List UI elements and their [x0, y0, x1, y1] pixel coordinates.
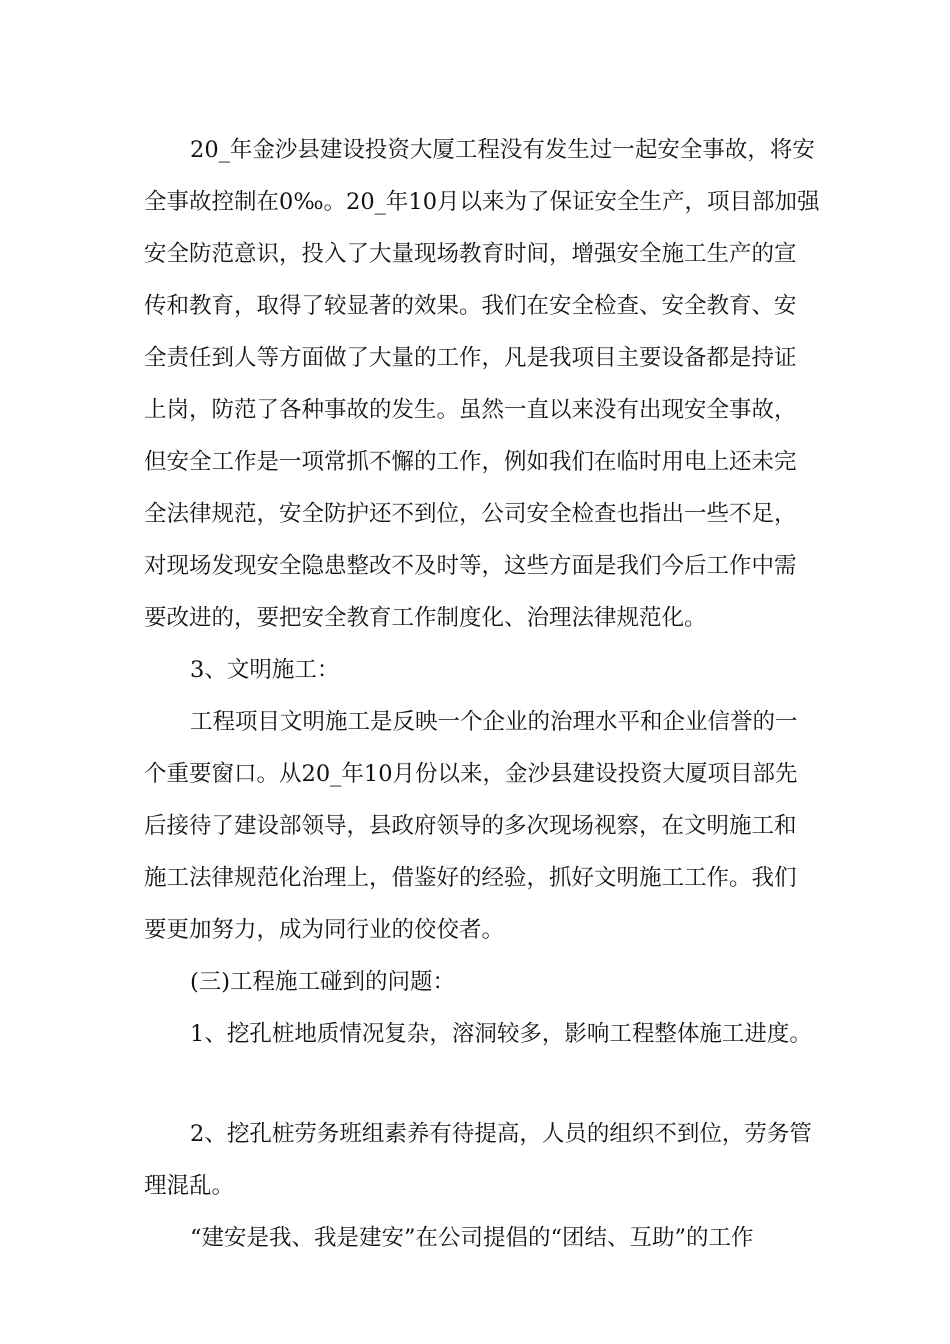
paragraph-line: 全法律规范，安全防护还不到位，公司安全检查也指出一些不足， — [144, 501, 797, 527]
paragraph-line: 安全防范意识，投入了大量现场教育时间，增强安全施工生产的宣 — [144, 241, 797, 267]
paragraph-line: 个重要窗口。从20_年10月份以来，金沙县建设投资大厦项目部先 — [144, 761, 798, 787]
paragraph-line: 全责任到人等方面做了大量的工作，凡是我项目主要设备都是持证 — [144, 345, 797, 371]
paragraph-line: 上岗，防范了各种事故的发生。虽然一直以来没有出现安全事故， — [144, 397, 797, 423]
paragraph-line: 施工法律规范化治理上，借鉴好的经验，抓好文明施工工作。我们 — [144, 865, 797, 891]
section-heading-problems: (三)工程施工碰到的问题： — [190, 969, 456, 995]
section-heading-civilized-construction: 3、文明施工： — [190, 657, 340, 683]
paragraph-line: 传和教育，取得了较显著的效果。我们在安全检查、安全教育、安 — [144, 293, 797, 319]
problem-item-1: 1、挖孔桩地质情况复杂，溶洞较多，影响工程整体施工进度。 — [190, 1021, 812, 1047]
paragraph-line: 要更加努力，成为同行业的佼佼者。 — [144, 917, 505, 943]
paragraph-line: 但安全工作是一项常抓不懈的工作，例如我们在临时用电上还未完 — [144, 449, 797, 475]
paragraph-line: 2、挖孔桩劳务班组素养有待提高，人员的组织不到位，劳务管 — [190, 1121, 812, 1147]
paragraph-line: 后接待了建设部领导，县政府领导的多次现场视察，在文明施工和 — [144, 813, 797, 839]
paragraph-line: 理混乱。 — [144, 1173, 235, 1199]
paragraph-line: 全事故控制在0‰。20_年10月以来为了保证安全生产，项目部加强 — [144, 189, 820, 215]
paragraph-line: 20_年金沙县建设投资大厦工程没有发生过一起安全事故，将安 — [190, 137, 815, 163]
paragraph-line: 对现场发现安全隐患整改不及时等，这些方面是我们今后工作中需 — [144, 553, 797, 579]
paragraph-line: 要改进的，要把安全教育工作制度化、治理法律规范化。 — [144, 605, 707, 631]
paragraph-line: 工程项目文明施工是反映一个企业的治理水平和企业信誉的一 — [190, 709, 798, 735]
closing-paragraph: “建安是我、我是建安”在公司提倡的“团结、互助”的工作 — [190, 1225, 754, 1251]
